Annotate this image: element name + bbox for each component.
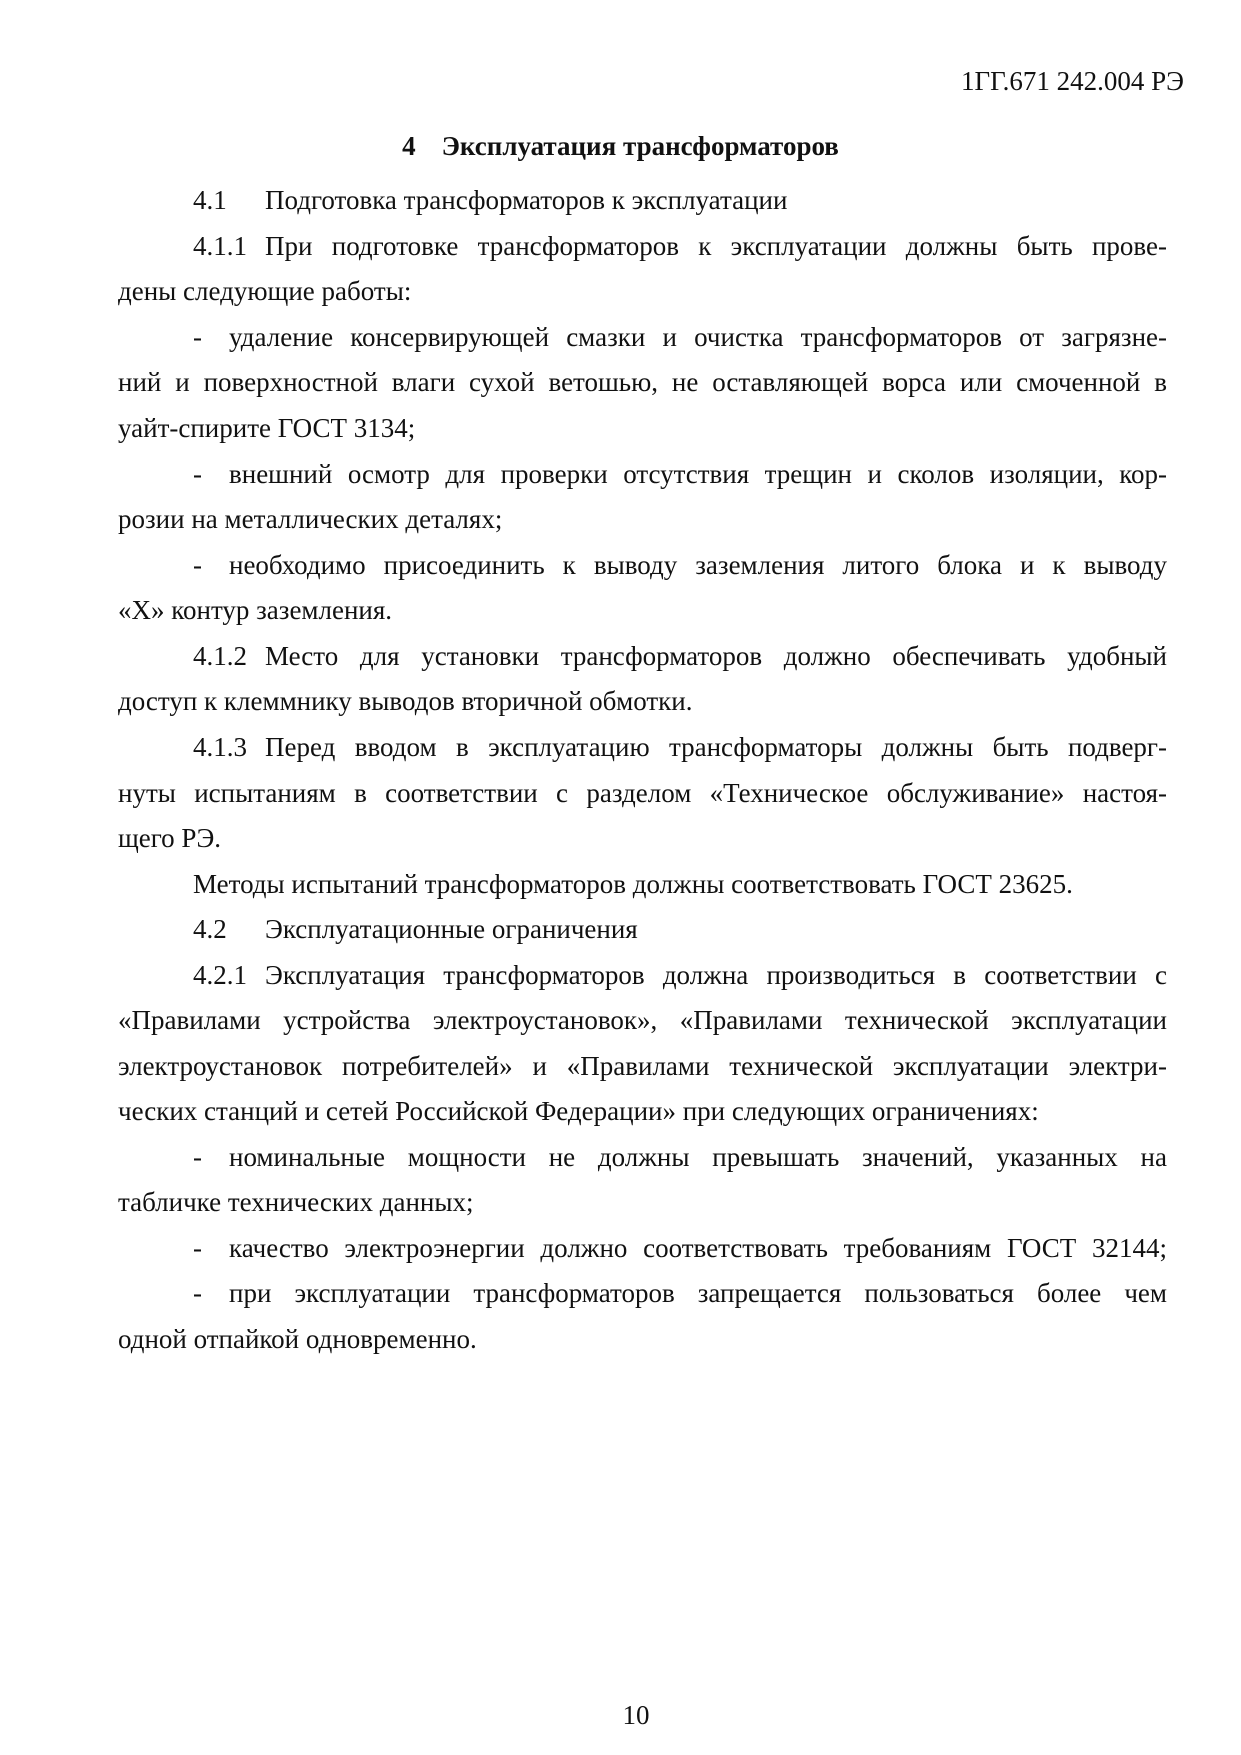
subsection-number: 4.2	[193, 914, 227, 944]
paragraph-number: 4.2.1	[193, 960, 247, 990]
paragraph-number: 4.1.1	[193, 231, 247, 261]
bullet-dash: -	[193, 1142, 202, 1172]
bullet-2-line-2: розии на металлических деталях;	[118, 504, 503, 534]
bullet-text: при эксплуатации трансформаторов запрещается пользоваться более чем	[229, 1278, 1167, 1308]
bullet-1-line-2: ний и поверхностной влаги сухой ветошью, не оставляющей ворса или смоченной в	[118, 367, 1167, 397]
paragraph-number: 4.1.2	[193, 641, 247, 671]
constraint-3-line-1	[193, 1280, 1167, 1307]
bullet-2-line-1	[193, 461, 1167, 488]
paragraph-text: Эксплуатация трансформаторов должна производиться в соответствии с	[265, 960, 1167, 990]
constraint-2-line-1	[193, 1235, 1167, 1262]
paragraph-methods: Методы испытаний трансформаторов должны соответствовать ГОСТ 23625.	[193, 869, 1073, 899]
constraint-3-line-2: одной отпайкой одновременно.	[118, 1324, 477, 1354]
bullet-text: номинальные мощности не должны превышать значений, указанных на	[229, 1142, 1167, 1172]
section-heading	[0, 131, 1241, 162]
paragraph-4-1-1-line-1	[193, 233, 1167, 260]
bullet-3-line-1	[193, 552, 1167, 579]
bullet-3-line-2: «Х» контур заземления.	[118, 595, 393, 625]
paragraph-text: При подготовке трансформаторов к эксплуатации должны быть прове-	[265, 231, 1167, 261]
paragraph-4-1-2-line-1	[193, 643, 1167, 670]
bullet-text: внешний осмотр для проверки отсутствия трещин и сколов изоляции, кор-	[229, 459, 1167, 489]
bullet-1-line-3: уайт-спирите ГОСТ 3134;	[118, 413, 416, 443]
paragraph-4-2-1-line-3: электроустановок потребителей» и «Правилами технической эксплуатации электри-	[118, 1051, 1167, 1081]
subsection-title: Эксплуатационные ограничения	[265, 914, 638, 944]
subsection-heading-4-2	[193, 916, 1167, 943]
subsection-heading-4-1	[193, 187, 1167, 214]
bullet-text: качество электроэнергии должно соответствовать требованиям ГОСТ 32144;	[229, 1233, 1167, 1263]
section-title: Эксплуатация трансформаторов	[441, 131, 839, 161]
paragraph-text: Перед вводом в эксплуатацию трансформаторы должны быть подверг-	[265, 732, 1167, 762]
constraint-1-line-2: табличке технических данных;	[118, 1187, 474, 1217]
paragraph-4-2-1-line-2: «Правилами устройства электроустановок», «Правилами технической эксплуатации	[118, 1005, 1167, 1035]
bullet-text: необходимо присоединить к выводу заземления литого блока и к выводу	[229, 550, 1167, 580]
paragraph-4-2-1-line-1	[193, 962, 1167, 989]
paragraph-4-1-3-line-2: нуты испытаниям в соответствии с разделом «Техническое обслуживание» настоя-	[118, 778, 1167, 808]
bullet-dash: -	[193, 550, 202, 580]
bullet-dash: -	[193, 1233, 202, 1263]
bullet-1-line-1	[193, 324, 1167, 351]
subsection-number: 4.1	[193, 185, 227, 215]
paragraph-4-1-3-line-1	[193, 734, 1167, 761]
paragraph-4-1-3-line-3: щего РЭ.	[118, 823, 222, 853]
bullet-dash: -	[193, 459, 202, 489]
bullet-dash: -	[193, 322, 202, 352]
page-number: 10	[622, 1700, 650, 1730]
paragraph-4-2-1-line-4: ческих станций и сетей Российской Федерации» при следующих ограничениях:	[118, 1096, 1039, 1126]
document-code: 1ГГ.671 242.004 РЭ	[960, 66, 1184, 96]
paragraph-4-1-2-line-2: доступ к клеммнику выводов вторичной обмотки.	[118, 686, 693, 716]
constraint-1-line-1	[193, 1144, 1167, 1171]
paragraph-number: 4.1.3	[193, 732, 247, 762]
paragraph-4-1-1-line-2: дены следующие работы:	[118, 276, 412, 306]
subsection-title: Подготовка трансформаторов к эксплуатации	[265, 185, 788, 215]
paragraph-text: Место для установки трансформаторов должно обеспечивать удобный	[265, 641, 1167, 671]
bullet-text: удаление консервирующей смазки и очистка трансформаторов от загрязне-	[229, 322, 1167, 352]
bullet-dash: -	[193, 1278, 202, 1308]
section-number: 4	[402, 131, 416, 161]
